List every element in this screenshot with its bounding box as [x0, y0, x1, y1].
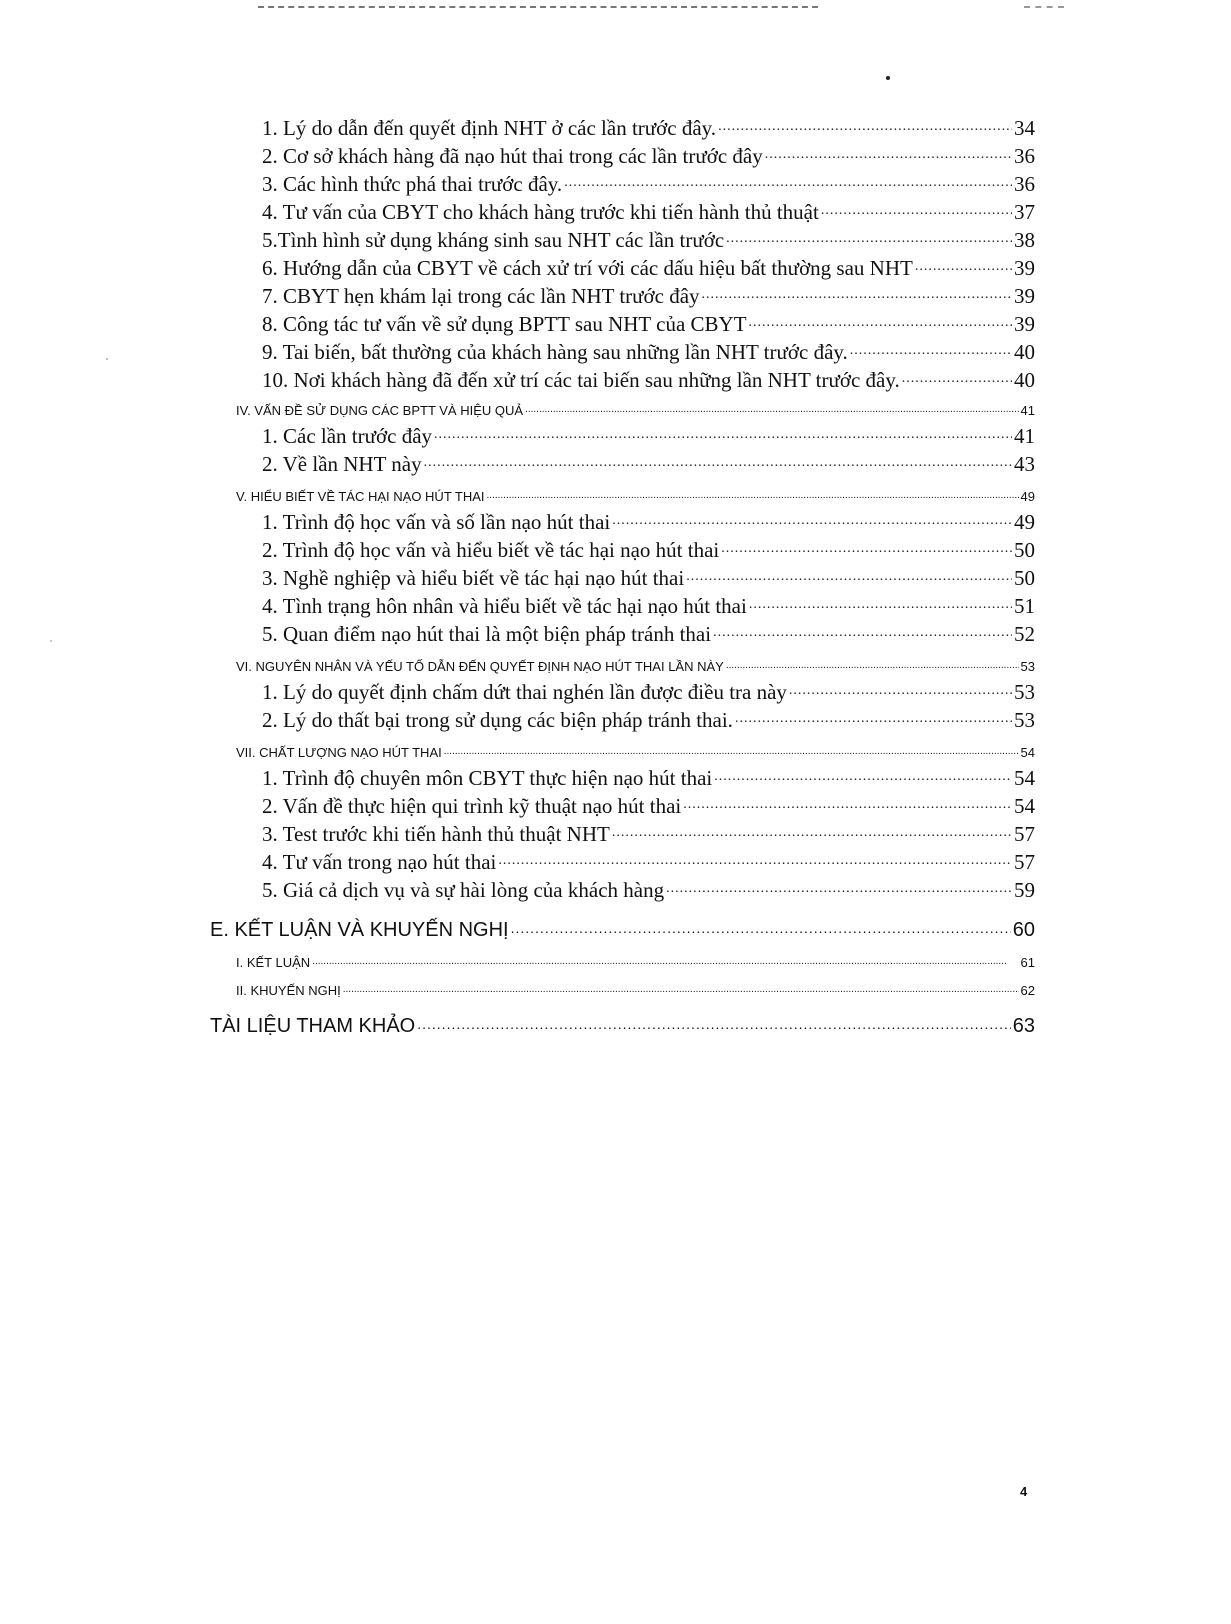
dot-leader — [850, 338, 1012, 359]
dot-leader — [612, 508, 1012, 529]
toc-entry-page: 57 — [1014, 850, 1035, 874]
toc-entry-page: 63 — [1012, 1015, 1035, 1037]
toc-entry-title: 5. Giá cả dịch vụ và sự hài lòng của khách hàng — [262, 878, 665, 902]
dot-leader — [821, 198, 1012, 219]
toc-entry-title: 1. Các lần trước đây — [262, 424, 433, 448]
toc-entry-page: 53 — [1014, 680, 1035, 704]
toc-entry-title: E. KẾT LUẬN VÀ KHUYẾN NGHỊ — [210, 919, 509, 941]
dot-leader — [789, 678, 1012, 699]
toc-entry[interactable] — [262, 678, 1035, 705]
toc-entry-title: 8. Công tác tư vấn về sử dụng BPTT sau NHT của CBYT — [262, 312, 747, 336]
toc-entry-page: 34 — [1014, 116, 1035, 140]
dot-leader — [424, 450, 1012, 471]
toc-entry[interactable] — [262, 792, 1035, 819]
toc-entry[interactable] — [262, 114, 1035, 141]
toc-entry-page: 39 — [1014, 284, 1035, 308]
toc-entry[interactable] — [262, 508, 1035, 535]
toc-entry-title: 5. Quan điểm nạo hút thai là một biện pháp tránh thai — [262, 622, 712, 646]
dot-leader — [487, 488, 1019, 501]
toc-entry-title: VI. NGUYÊN NHÂN VÀ YẾU TỐ DẪN ĐẾN QUYẾT ĐỊNH NẠO HÚT THAI LẦN NÀY — [236, 659, 724, 674]
toc-entry[interactable] — [262, 338, 1035, 365]
dot-leader — [564, 170, 1012, 191]
toc-entry-title: 4. Tư vấn của CBYT cho khách hàng trước khi tiến hành thủ thuật — [262, 200, 819, 224]
toc-entry-title: 3. Nghề nghiệp và hiểu biết về tác hại nạo hút thai — [262, 566, 685, 590]
toc-section-heading[interactable] — [236, 954, 1035, 970]
toc-section-heading[interactable] — [236, 402, 1035, 418]
dot-leader — [343, 982, 1019, 995]
toc-entry-page: 51 — [1014, 594, 1035, 618]
dot-leader — [735, 706, 1012, 727]
toc-entry-title: 1. Trình độ học vấn và số lần nạo hút thai — [262, 510, 611, 534]
toc-entry-page: 50 — [1014, 566, 1035, 590]
toc-entry-page: 36 — [1014, 144, 1035, 168]
toc-entry[interactable] — [262, 170, 1035, 197]
toc-entry[interactable] — [262, 536, 1035, 563]
dot-leader — [434, 422, 1012, 443]
toc-entry-title: 2. Trình độ học vấn và hiểu biết về tác hại nạo hút thai — [262, 538, 720, 562]
toc-entry-page: 36 — [1014, 172, 1035, 196]
toc-entry-title: 1. Trình độ chuyên môn CBYT thực hiện nạo hút thai — [262, 766, 713, 790]
toc-section-heading[interactable] — [236, 982, 1035, 998]
toc-entry-title: VII. CHẤT LƯỢNG NẠO HÚT THAI — [236, 745, 442, 760]
toc-entry-title: 1. Lý do quyết định chấm dứt thai nghén lần được điều tra này — [262, 680, 787, 704]
dot-leader — [525, 402, 1018, 415]
toc-entry-page: 39 — [1014, 256, 1035, 280]
toc-entry-title: 7. CBYT hẹn khám lại trong các lần NHT trước đây — [262, 284, 700, 308]
toc-entry[interactable] — [262, 820, 1035, 847]
dot-leader — [417, 1012, 1011, 1032]
toc-entry-title: 2. Lý do thất bại trong sử dụng các biện pháp tránh thai. — [262, 708, 733, 732]
toc-entry-page: 57 — [1014, 822, 1035, 846]
toc-entry[interactable] — [262, 620, 1035, 647]
dot-leader — [702, 282, 1012, 303]
dot-leader — [312, 954, 1018, 967]
toc-entry[interactable] — [262, 198, 1035, 225]
toc-entry-page: 43 — [1014, 452, 1035, 476]
dot-leader — [718, 114, 1012, 135]
toc-entry-title: 1. Lý do dẫn đến quyết định NHT ở các lần trước đây. — [262, 116, 717, 140]
toc-entry-page: 62 — [1020, 983, 1035, 998]
toc-entry[interactable] — [262, 764, 1035, 791]
toc-entry-page: 49 — [1020, 489, 1035, 504]
toc-entry-title: V. HIỂU BIẾT VỀ TÁC HẠI NẠO HÚT THAI — [236, 489, 485, 504]
toc-entry[interactable] — [262, 450, 1035, 477]
dot-leader — [683, 792, 1012, 813]
dot-leader — [713, 620, 1012, 641]
toc-entry[interactable] — [262, 366, 1035, 393]
toc-entry-title: 9. Tai biến, bất thường của khách hàng sau những lần NHT trước đây. — [262, 340, 848, 364]
toc-entry-title: 2. Về lần NHT này — [262, 452, 422, 476]
toc-entry-title: 3. Test trước khi tiến hành thủ thuật NHT — [262, 822, 610, 846]
toc-entry[interactable] — [262, 254, 1035, 281]
toc-entry-page: 54 — [1014, 766, 1035, 790]
dot-leader — [686, 564, 1012, 585]
dot-leader — [749, 592, 1012, 613]
toc-entry-title: II. KHUYẾN NGHỊ — [236, 983, 341, 998]
dot-leader — [749, 310, 1012, 331]
toc-entry[interactable] — [262, 226, 1035, 253]
dot-leader — [915, 254, 1012, 275]
toc-entry-page: 52 — [1014, 622, 1035, 646]
toc-entry-page: 53 — [1014, 708, 1035, 732]
toc-entry[interactable] — [262, 142, 1035, 169]
dot-leader — [726, 658, 1019, 671]
toc-section-heading[interactable] — [236, 658, 1035, 674]
toc-entry-title: 2. Cơ sở khách hàng đã nạo hút thai trong các lần trước đây — [262, 144, 763, 168]
page-number: 4 — [1020, 1484, 1028, 1499]
toc-entry-page: 49 — [1014, 510, 1035, 534]
scan-artifact-line — [258, 6, 818, 8]
scan-speck — [50, 640, 52, 642]
toc-entry[interactable] — [262, 848, 1035, 875]
scan-speck — [886, 76, 890, 80]
toc-entry[interactable] — [262, 706, 1035, 733]
toc-entry-page: 38 — [1014, 228, 1035, 252]
toc-entry-page: 40 — [1014, 368, 1035, 392]
scan-speck — [106, 358, 108, 360]
toc-entry-page: 53 — [1020, 659, 1035, 674]
toc-entry[interactable] — [262, 310, 1035, 337]
dot-leader — [726, 226, 1012, 247]
toc-entry[interactable] — [262, 282, 1035, 309]
scan-artifact-line — [1024, 6, 1064, 8]
toc-entry-page: 41 — [1020, 403, 1035, 418]
toc-entry-title: 10. Nơi khách hàng đã đến xử trí các tai biến sau những lần NHT trước đây. — [262, 368, 900, 392]
toc-entry-page: 37 — [1014, 200, 1035, 224]
toc-chapter-heading[interactable] — [210, 1012, 1035, 1038]
toc-entry-title: I. KẾT LUẬN — [236, 955, 311, 970]
toc-entry-title: 5.Tình hình sử dụng kháng sinh sau NHT các lần trước — [262, 228, 725, 252]
dot-leader — [666, 876, 1012, 897]
toc-entry-title: 2. Vấn đề thực hiện qui trình kỹ thuật nạo hút thai — [262, 794, 682, 818]
toc-entry-page: 40 — [1014, 340, 1035, 364]
toc-entry-page: 60 — [1012, 919, 1035, 941]
toc-entry[interactable] — [262, 422, 1035, 449]
toc-section-heading[interactable] — [236, 488, 1035, 504]
toc-entry-page: 59 — [1014, 878, 1035, 902]
dot-leader — [444, 744, 1019, 757]
toc-entry-title: 6. Hướng dẫn của CBYT về cách xử trí với các dấu hiệu bất thường sau NHT — [262, 256, 913, 280]
dot-leader — [721, 536, 1012, 557]
toc-entry-title: IV. VẤN ĐỀ SỬ DỤNG CÁC BPTT VÀ HIỆU QUẢ — [236, 403, 524, 418]
toc-entry-title: 4. Tình trạng hôn nhân và hiểu biết về tác hại nạo hút thai — [262, 594, 747, 618]
toc-entry-page: 41 — [1014, 424, 1035, 448]
toc-entry-title: 4. Tư vấn trong nạo hút thai — [262, 850, 497, 874]
toc-entry-page: 50 — [1014, 538, 1035, 562]
toc-entry[interactable] — [262, 876, 1035, 903]
toc-entry-page: 54 — [1020, 745, 1035, 760]
toc-entry[interactable] — [262, 564, 1035, 591]
toc-entry-page: 61 — [1020, 955, 1035, 970]
toc-entry[interactable] — [262, 592, 1035, 619]
toc-entry-page: 39 — [1014, 312, 1035, 336]
toc-entry-title: 3. Các hình thức phá thai trước đây. — [262, 172, 563, 196]
dot-leader — [612, 820, 1012, 841]
dot-leader — [511, 916, 1011, 936]
dot-leader — [902, 366, 1012, 387]
dot-leader — [714, 764, 1012, 785]
dot-leader — [498, 848, 1012, 869]
toc-entry-page: 54 — [1014, 794, 1035, 818]
toc-entry-title: TÀI LIỆU THAM KHẢO — [210, 1015, 416, 1037]
toc-chapter-heading[interactable] — [210, 916, 1035, 942]
toc-section-heading[interactable] — [236, 744, 1035, 760]
dot-leader — [765, 142, 1012, 163]
